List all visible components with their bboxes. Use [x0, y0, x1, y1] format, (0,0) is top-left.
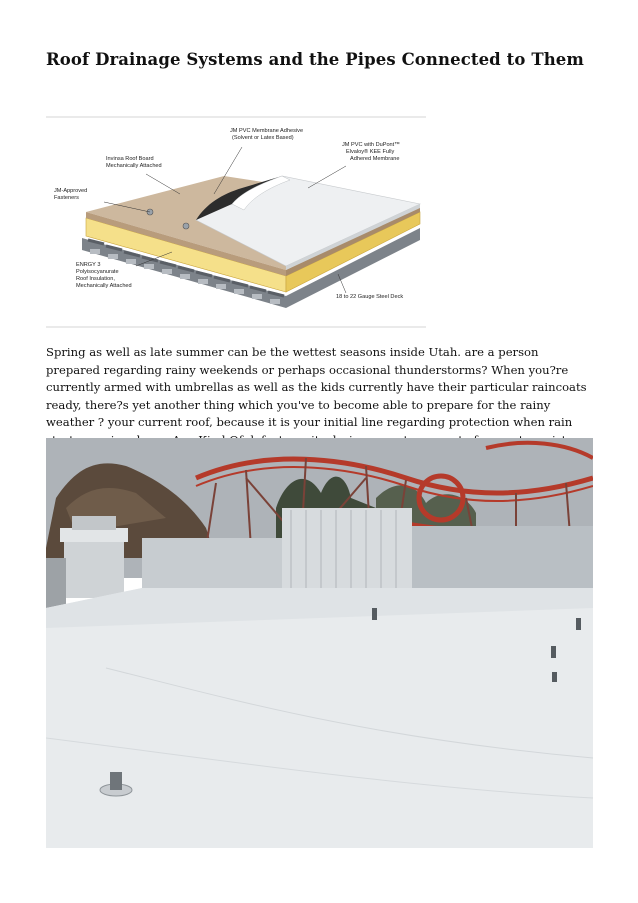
label-insulation-1: ENRGY 3: [76, 262, 101, 268]
label-board-2: Mechanically Attached: [106, 163, 162, 169]
roof-photo: [46, 438, 593, 848]
label-insulation-3: Roof Insulation,: [76, 276, 115, 282]
label-insulation-2: Polyisocyanurate: [76, 269, 119, 275]
label-membrane-1: JM PVC with DuPont™: [342, 142, 400, 148]
body-paragraph: Spring as well as late summer can be the wettest seasons inside Utah. are a person prepared regarding rainy weekends or perhaps occasional thunderstorms? When you?re currently armed with umbrellas as well as the kids currently have their particular raincoats ready, there?s yet another thing which you've to become able to prepare for the rainy weather ? your current roof, because it is your initial line regarding protection when rain: [46, 345, 587, 430]
label-fasteners-2: Fasteners: [54, 195, 79, 201]
label-adhesive-2: (Solvent or Latex Based): [232, 135, 294, 141]
label-adhesive-1: JM PVC Membrane Adhesive: [230, 128, 304, 134]
label-fasteners-1: JM-Approved: [54, 188, 88, 194]
page-title: Roof Drainage Systems and the Pipes Connected to Them: [46, 50, 584, 69]
label-deck: 18 to 22 Gauge Steel Deck: [336, 294, 404, 300]
label-membrane-3: Adhered Membrane: [350, 156, 400, 162]
roof-assembly-diagram: [46, 116, 426, 328]
label-board-1: Invinsa Roof Board: [106, 156, 154, 162]
label-insulation-4: Mechanically Attached: [76, 283, 132, 289]
label-membrane-2: Elvaloy® KEE Fully: [346, 149, 395, 155]
